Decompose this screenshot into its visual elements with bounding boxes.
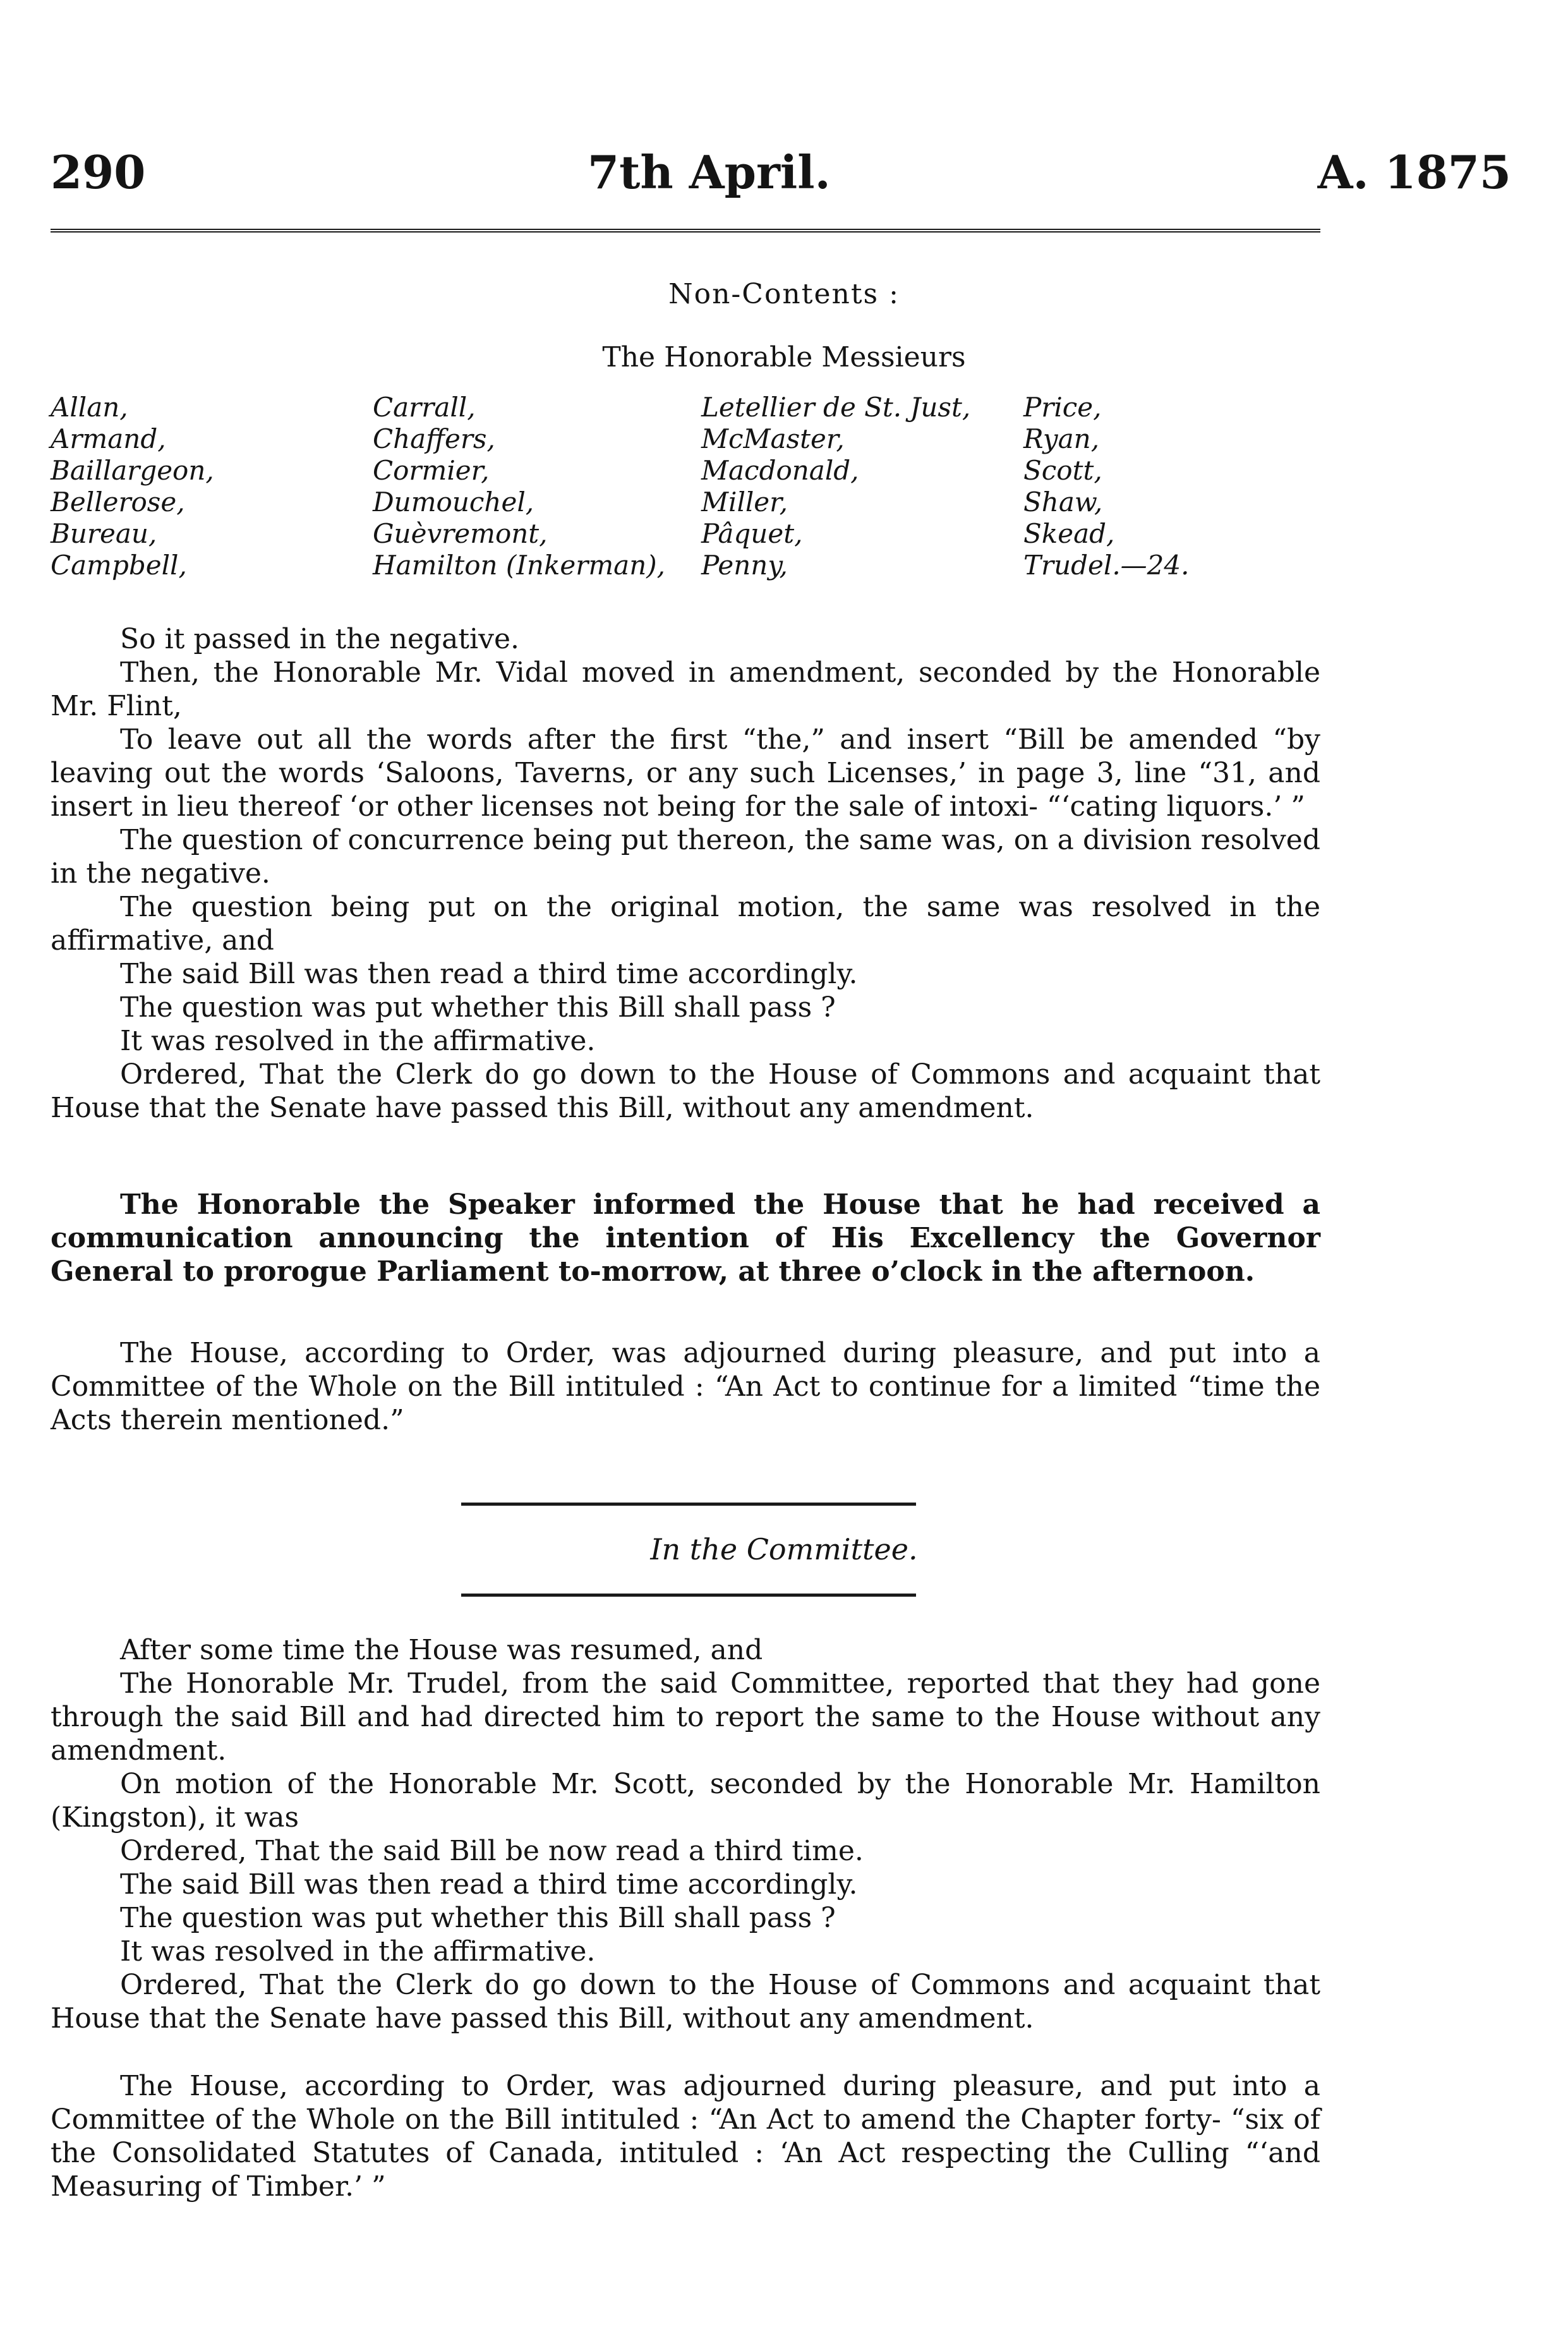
paragraph: On motion of the Honorable Mr. Scott, seconded by the Honorable Mr. Hamilton (Kingston), it was [51, 1768, 1320, 1834]
paragraph: The said Bill was then read a third time accordingly. [120, 958, 858, 990]
name-entry: Bureau, [51, 518, 157, 549]
names-column-1 [51, 392, 214, 581]
paragraph: Then, the Honorable Mr. Vidal moved in amendment, seconded by the Honorable Mr. Flint, [51, 656, 1320, 722]
name-entry: Campbell, [51, 550, 187, 581]
paragraph: The question of concurrence being put thereon, the same was, on a division resolved in the negative. [51, 824, 1320, 890]
name-entry: Shaw, [1023, 487, 1103, 517]
paragraph: The question was put whether this Bill shall pass ? [120, 1902, 836, 1934]
name-entry: Ryan, [1023, 423, 1100, 454]
section-rule-upper [461, 1503, 916, 1506]
name-entry: Skead, [1023, 518, 1115, 549]
non-contents-subtitle: The Honorable Messieurs [602, 341, 966, 373]
name-entry: Carrall, [373, 392, 476, 423]
name-entry: Hamilton (Inkerman), [373, 550, 665, 581]
name-entry: Pâquet, [701, 518, 803, 549]
name-entry: Price, [1023, 392, 1102, 423]
paragraph: The said Bill was then read a third time accordingly. [120, 1868, 858, 1901]
paragraph: The House, according to Order, was adjourned during pleasure, and put into a Committee of the Whole on the Bill intituled : “An Act to continue for a limited “time the Acts therein mentioned.” [51, 1337, 1320, 1436]
name-entry: Scott, [1023, 455, 1102, 486]
committee-motion-1 [51, 1336, 1320, 1437]
proceedings-block-2 [51, 1633, 1320, 2035]
page-number: 290 [51, 145, 146, 199]
paragraph: To leave out all the words after the first “the,” and insert “Bill be amended “by leaving out the words ‘Saloons, Taverns, or any such Licenses,’ in page 3, line “31, and insert in lieu thereof ‘or other licenses not being for the sale of intoxi- “‘cating liquors.’ ” [51, 723, 1320, 823]
committee-motion-2 [51, 2069, 1320, 2203]
paragraph: The House, according to Order, was adjourned during pleasure, and put into a Committee of the Whole on the Bill intituled : “An Act to amend the Chapter forty- “six of the Consolidated Statutes of Canada, intituled : ‘An Act respecting the Culling “‘and Measuring of Timber.’ ” [51, 2070, 1320, 2203]
name-entry: Trudel.—24. [1023, 550, 1190, 581]
paragraph: It was resolved in the affirmative. [120, 1025, 596, 1057]
paragraph: The Honorable Mr. Trudel, from the said Committee, reported that they had gone through the said Bill and had directed him to report the same to the House without any amendment. [51, 1667, 1320, 1767]
header-rule [51, 229, 1320, 233]
name-entry: Penny, [701, 550, 788, 581]
paragraph: Ordered, That the said Bill be now read a third time. [120, 1835, 864, 1867]
name-entry: Dumouchel, [373, 487, 534, 517]
names-column-2 [373, 392, 665, 581]
proceedings-block-1 [51, 622, 1320, 1125]
name-entry: Baillargeon, [51, 455, 214, 486]
names-column-4 [1023, 392, 1189, 581]
name-entry: Armand, [51, 423, 166, 454]
paragraph: Ordered, That the Clerk do go down to the House of Commons and acquaint that House that the Senate have passed this Bill, without any amendment. [51, 1969, 1320, 2035]
speaker-announcement [51, 1188, 1320, 1288]
names-column-3 [701, 392, 970, 581]
section-rule-lower [461, 1594, 916, 1597]
paragraph: The question was put whether this Bill shall pass ? [120, 991, 836, 1024]
name-entry: Guèvremont, [373, 518, 548, 549]
paragraph: The question being put on the original motion, the same was resolved in the affirmative, and [51, 891, 1320, 957]
name-entry: Chaffers, [373, 423, 495, 454]
paragraph: So it passed in the negative. [120, 623, 519, 655]
paragraph: Ordered, That the Clerk do go down to the House of Commons and acquaint that House that the Senate have passed this Bill, without any amendment. [51, 1058, 1320, 1124]
name-entry: Bellerose, [51, 487, 185, 517]
name-entry: McMaster, [701, 423, 845, 454]
paragraph: The Honorable the Speaker informed the House that he had received a communication announcing the intention of His Excellency the Governor General to prorogue Parliament to-morrow, at three o’clock in the afternoon. [51, 1189, 1320, 1288]
name-entry: Miller, [701, 487, 788, 517]
page-year: A. 1875 [1317, 145, 1511, 199]
paragraph: After some time the House was resumed, and [120, 1634, 763, 1666]
page-date: 7th April. [588, 145, 831, 199]
name-entry: Cormier, [373, 455, 490, 486]
paragraph: It was resolved in the affirmative. [120, 1935, 596, 1968]
non-contents-title: Non-Contents : [668, 278, 900, 310]
name-entry: Macdonald, [701, 455, 859, 486]
page-header [0, 145, 1568, 215]
names-list [51, 392, 1377, 607]
committee-title: In the Committee. [650, 1532, 918, 1566]
name-entry: Allan, [51, 392, 128, 423]
name-entry: Letellier de St. Just, [701, 392, 971, 423]
